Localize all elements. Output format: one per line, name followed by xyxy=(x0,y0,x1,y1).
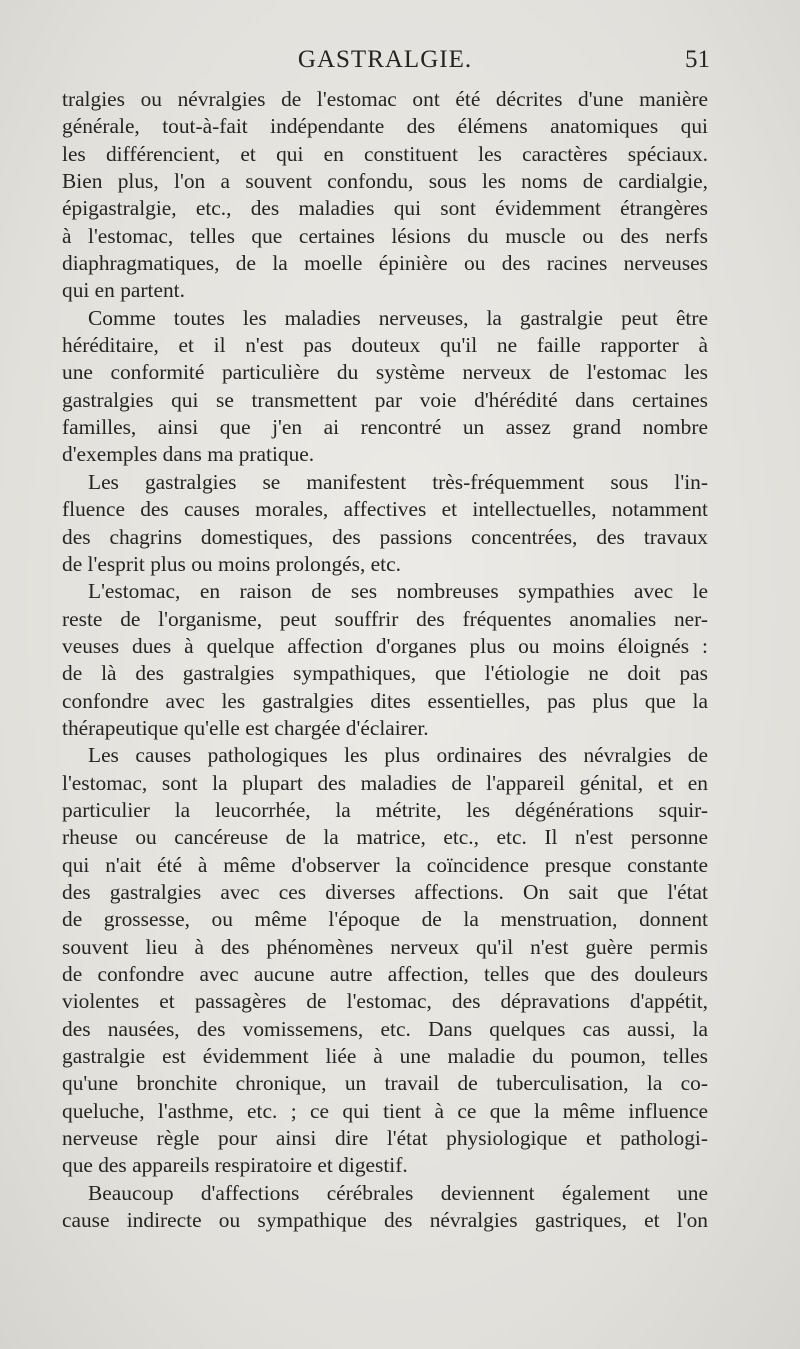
text-line: thérapeutique qu'elle est chargée d'éclairer. xyxy=(62,715,429,740)
text-line: gastralgie est évidemment liée à une maladie du poumon, telles xyxy=(62,1044,708,1069)
text-line: Comme toutes les maladies nerveuses, la gastralgie peut être xyxy=(88,305,708,330)
text-line: générale, tout-à-fait indépendante des élémens anatomiques qui xyxy=(62,114,708,139)
paragraph xyxy=(62,742,708,1180)
text-line: cause indirecte ou sympathique des névralgies gastriques, et l'on xyxy=(62,1208,708,1233)
text-line: Bien plus, l'on a souvent confondu, sous les noms de cardialgie, xyxy=(62,169,708,194)
text-line: de l'esprit plus ou moins prolongés, etc. xyxy=(62,551,401,576)
text-line: fluence des causes morales, affectives et intellectuelles, notamment xyxy=(62,497,708,522)
text-line: Les causes pathologiques les plus ordinaires des névralgies de xyxy=(88,743,708,768)
paragraph xyxy=(62,469,708,578)
text-line: particulier la leucorrhée, la métrite, les dégénérations squir- xyxy=(62,797,708,822)
paragraph xyxy=(62,305,708,469)
text-line: des nausées, des vomissemens, etc. Dans quelques cas aussi, la xyxy=(62,1016,708,1041)
text-line: les différencient, et qui en constituent les caractères spéciaux. xyxy=(62,141,708,166)
text-line: des gastralgies avec ces diverses affections. On sait que l'état xyxy=(62,879,708,904)
text-line: qui en partent. xyxy=(62,278,185,303)
text-line: une conformité particulière du système nerveux de l'estomac les xyxy=(62,360,708,385)
page-header xyxy=(60,46,710,82)
text-line: souvent lieu à des phénomènes nerveux qu'il n'est guère permis xyxy=(62,934,708,959)
text-line: héréditaire, et il n'est pas douteux qu'il ne faille rapporter à xyxy=(62,333,708,358)
text-line: diaphragmatiques, de la moelle épinière ou des racines nerveuses xyxy=(62,251,708,276)
text-line: qu'une bronchite chronique, un travail de tuberculisation, la co- xyxy=(62,1071,708,1096)
text-line: L'estomac, en raison de ses nombreuses sympathies avec le xyxy=(88,579,708,604)
text-line: violentes et passagères de l'estomac, des dépravations d'appétit, xyxy=(62,989,708,1014)
paragraph xyxy=(62,86,708,305)
text-line: reste de l'organisme, peut souffrir des fréquentes anomalies ner- xyxy=(62,606,708,631)
text-line: l'estomac, sont la plupart des maladies de l'appareil génital, et en xyxy=(62,770,708,795)
text-line: queluche, l'asthme, etc. ; ce qui tient à ce que la même influence xyxy=(62,1098,708,1123)
running-title: GASTRALGIE. xyxy=(297,46,473,73)
text-line: à l'estomac, telles que certaines lésions du muscle ou des nerfs xyxy=(62,223,708,248)
paragraph xyxy=(62,578,708,742)
paragraph xyxy=(62,1180,708,1235)
text-line: que des appareils respiratoire et digestif. xyxy=(62,1153,408,1178)
text-line: tralgies ou névralgies de l'estomac ont été décrites d'une manière xyxy=(62,87,708,111)
text-line: de là des gastralgies sympathiques, que l'étiologie ne doit pas xyxy=(62,661,708,686)
text-line: des chagrins domestiques, des passions concentrées, des travaux xyxy=(62,524,708,549)
text-line: gastralgies qui se transmettent par voie d'hérédité dans certaines xyxy=(62,387,708,412)
body-text xyxy=(62,86,708,1234)
text-line: veuses dues à quelque affection d'organes plus ou moins éloignés : xyxy=(62,633,708,658)
text-line: familles, ainsi que j'en ai rencontré un assez grand nombre xyxy=(62,415,708,440)
text-line: Les gastralgies se manifestent très-fréquemment sous l'in- xyxy=(88,469,708,494)
text-line: rheuse ou cancéreuse de la matrice, etc., etc. Il n'est personne xyxy=(62,825,708,850)
text-line: de grossesse, ou même l'époque de la menstruation, donnent xyxy=(62,907,708,932)
text-line: Beaucoup d'affections cérébrales deviennent également une xyxy=(88,1180,708,1205)
text-line: épigastralgie, etc., des maladies qui sont évidemment étrangères xyxy=(62,196,708,221)
text-line: confondre avec les gastralgies dites essentielles, pas plus que la xyxy=(62,688,708,713)
text-line: nerveuse règle pour ainsi dire l'état physiologique et pathologi- xyxy=(62,1126,708,1151)
text-line: d'exemples dans ma pratique. xyxy=(62,442,315,467)
page-number: 51 xyxy=(685,46,710,73)
text-line: qui n'ait été à même d'observer la coïncidence presque constante xyxy=(62,852,708,877)
text-line: de confondre avec aucune autre affection, telles que des douleurs xyxy=(62,962,708,986)
